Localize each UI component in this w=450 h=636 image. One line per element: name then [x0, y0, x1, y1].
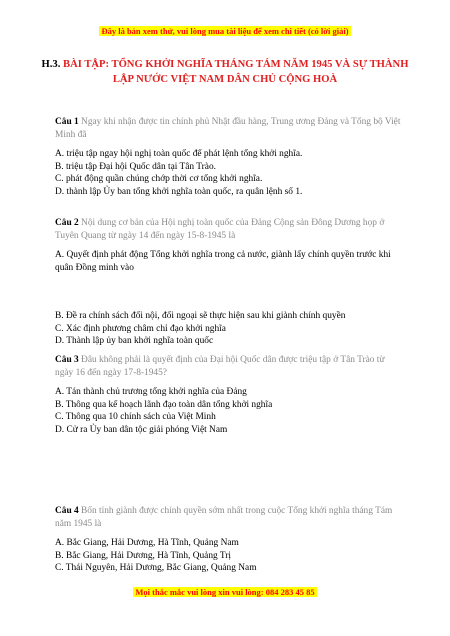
preview-banner — [0, 26, 450, 36]
title-text: BÀI TẬP: TỔNG KHỞI NGHĨA THÁNG TÁM NĂM 1945 VÀ SỰ THÀNH LẬP NƯỚC VIỆT NAM DÂN CHỦ CỘNG HOÀ — [63, 59, 409, 85]
option-a: A. triệu tập ngay hội nghị toàn quốc để phát lệnh tổng khởi nghĩa. — [55, 149, 303, 159]
question-3 — [55, 354, 401, 436]
option-b: B. Đề ra chính sách đối nội, đối ngoại sẽ thực hiện sau khi giành chính quyền — [55, 311, 346, 321]
question-1 — [55, 116, 401, 198]
question-label: Câu 1 — [55, 117, 79, 127]
question-2 — [55, 217, 401, 348]
contact-footer-text: Mọi thắc mắc vui lòng xin vui lòng: 084 283 45 85 — [135, 587, 315, 597]
option-d: D. Cử ra Ủy ban dân tộc giải phóng Việt Nam — [55, 424, 228, 435]
option-b: B. Bắc Giang, Hải Dương, Hà Tĩnh, Quảng Trị — [55, 550, 231, 561]
spacer — [55, 274, 401, 310]
question-label: Câu 4 — [55, 506, 79, 516]
option-c: C. Thái Nguyên, Hải Dương, Bắc Giang, Quảng Nam — [55, 563, 257, 573]
page-title — [40, 57, 410, 87]
option-a: A. Bắc Giang, Hải Dương, Hà Tĩnh, Quảng Nam — [55, 538, 239, 548]
question-stem: Đâu không phải là quyết định của Đại hội Quốc dân được triệu tập ở Tân Trào từ ngày 16 đến ngày 17-8-1945? — [55, 355, 385, 378]
contact-footer — [0, 587, 450, 597]
question-label: Câu 2 — [55, 218, 79, 228]
option-b: B. triệu tập Đại hội Quốc dân tại Tân Trào. — [55, 161, 216, 172]
question-4 — [55, 505, 401, 575]
option-b: B. Thông qua kế hoạch lãnh đạo toàn dân tổng khởi nghĩa — [55, 399, 273, 410]
option-a: A. Quyết định phát động Tổng khởi nghĩa trong cả nước, giành lấy chính quyền trước khi quân Đồng minh vào — [55, 250, 391, 273]
option-a: A. Tán thành chủ trương tổng khởi nghĩa của Đảng — [55, 387, 247, 397]
question-label: Câu 3 — [55, 355, 79, 365]
question-stem: Ngay khi nhận được tin chính phủ Nhật đầu hàng, Trung ương Đảng và Tổng bộ Việt Minh đã — [55, 117, 401, 140]
option-d: D. Thành lập ủy ban khởi nghĩa toàn quốc — [55, 336, 214, 346]
option-c: C. Xác định phương châm chỉ đạo khởi nghĩa — [55, 323, 226, 334]
title-number: H.3. — [41, 59, 61, 70]
question-stem: Nội dung cơ bản của Hội nghị toàn quốc của Đảng Cộng sản Đông Dương họp ở Tuyên Quang từ ngày 14 đến ngày 15-8-1945 là — [55, 218, 385, 241]
question-stem: Bốn tỉnh giành được chính quyền sớm nhất trong cuộc Tổng khởi nghĩa tháng Tám năm 1945 là — [55, 506, 393, 529]
option-c: C. Thông qua 10 chính sách của Việt Minh — [55, 412, 216, 422]
option-c: C. phát động quần chúng chớp thời cơ tổng khởi nghĩa. — [55, 174, 263, 184]
preview-banner-text: Đây là bản xem thử, vui lòng mua tài liệu để xem chi tiết (có lời giải) — [101, 26, 349, 36]
option-d: D. thành lập Ủy ban tổng khởi nghĩa toàn quốc, ra quân lệnh số 1. — [55, 186, 303, 197]
